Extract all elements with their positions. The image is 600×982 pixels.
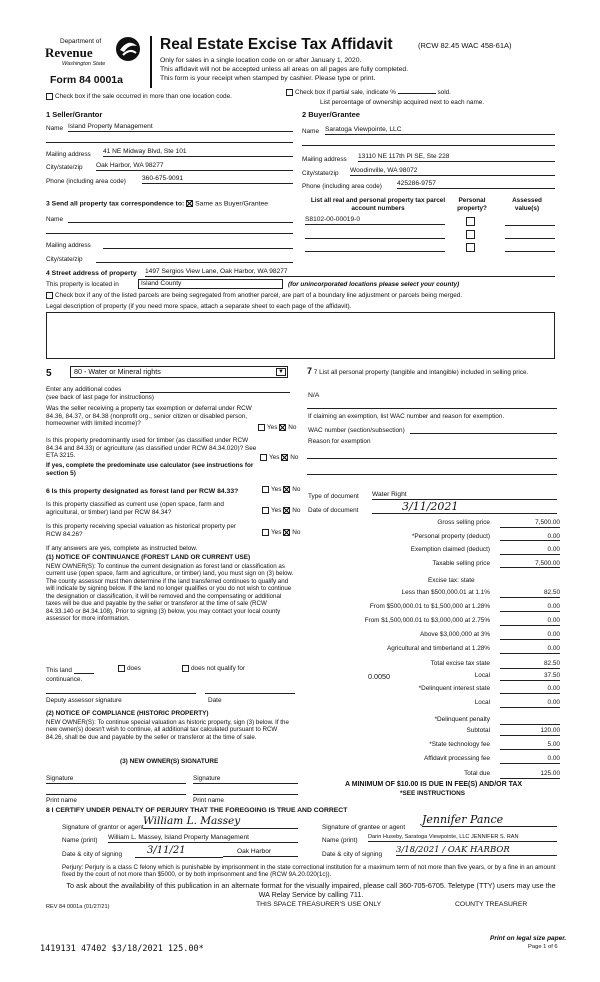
does-not-label: does not qualify for [191, 665, 245, 673]
segregated-row[interactable] [46, 292, 462, 300]
local-tax-value[interactable]: 37.50 [500, 672, 560, 681]
buyer-phone-field[interactable]: 425286-9757 [397, 180, 555, 189]
total-due-label: Total due [464, 770, 490, 777]
parcel-line-3 [305, 251, 445, 252]
alt-format-notice: To ask about the availability of this publication in an alternate format for the visually impaired, please call 360-705-6705. Teletype (TTY) users may use the WA Relay Service by calling 711. [66, 881, 556, 899]
section3-blank-line [46, 233, 293, 234]
historic-no-label: No [292, 529, 301, 537]
this-land-label: This land [46, 667, 72, 674]
grantee-sig-label: Signature of grantee or agent [322, 824, 406, 831]
penalty-label: *Delinquent penalty [434, 716, 490, 723]
delinquent-local-value[interactable]: 0.00 [500, 699, 560, 708]
forest-no-checkbox[interactable] [283, 486, 290, 493]
multi-location-label: Check box if the sale occurred in more than one location code. [55, 93, 232, 101]
section7-number: 7 [307, 366, 313, 376]
subtotal-label: Subtotal [466, 727, 490, 734]
section3-heading-text: 3 Send all property tax correspondence to: [46, 200, 185, 208]
grantee-date-label: Date & city of signing [322, 851, 383, 858]
wa-logo-icon [114, 36, 142, 62]
section3-addr-label: Mailing address [46, 242, 91, 249]
forest-no-label: No [292, 486, 301, 494]
revenue-label: Revenue [45, 45, 93, 60]
grantor-signature[interactable]: William L. Massey [143, 815, 298, 829]
historic-yes-no[interactable] [262, 529, 300, 537]
total-due-value[interactable]: 125.00 [500, 770, 560, 779]
doc-date-label: Date of document [308, 507, 359, 514]
does-checkbox[interactable] [118, 665, 125, 672]
buyer-heading: 2 Buyer/Grantee [302, 110, 360, 119]
land-use-value: 80 - Water or Mineral rights [74, 367, 161, 376]
assessed-line-3 [505, 251, 555, 252]
multi-location-checkbox-row[interactable] [46, 93, 232, 101]
seller-heading: 1 Seller/Grantor [46, 110, 103, 119]
continuance-label: continuance. [46, 676, 83, 683]
grantee-signature[interactable]: Jennifer Pance [422, 813, 557, 827]
timber-question: Is this property predominantly used for timber (as classified under RCW 84.34 and 84.33) or agriculture (as classified under RCW 84.34.020)? See ETA 3215. [46, 437, 257, 460]
seller-city-label: City/state/zip [46, 164, 83, 171]
delinquent-local-row [305, 699, 560, 709]
buyer-name-label: Name [302, 128, 320, 135]
section3-city-label: City/state/zip [46, 256, 83, 263]
grantor-date[interactable]: 3/11/21 [135, 845, 223, 858]
wac-label: WAC number (section/subsection) [308, 427, 405, 434]
sold-label: sold. [437, 89, 451, 97]
header-note-3: This form is your receipt when stamped by cashier. Please type or print. [160, 75, 376, 82]
seller-blank-line [46, 142, 293, 143]
tax-bracket-row [305, 617, 560, 627]
delinquent-state-label: *Delinquent interest state [418, 685, 490, 692]
partial-sale-label: Check box if partial sale, indicate % [295, 89, 396, 97]
tax-bracket-row [305, 631, 560, 641]
legal-paper-note: Print on legal size paper. [490, 935, 567, 942]
tax-bracket-value[interactable]: 0.00 [500, 603, 560, 612]
page-number: Page 1 of 6 [528, 944, 558, 950]
forest-yes-no[interactable] [262, 486, 300, 494]
tax-summary-row [305, 560, 560, 570]
section3-addr-line [103, 248, 293, 249]
buyer-addr-field[interactable]: 13110 NE 117th Pl SE, Ste 228 [358, 153, 555, 162]
partial-sale-checkbox[interactable] [286, 89, 293, 96]
grantee-name[interactable]: Darin Huseby, Saratoga Viewpointe, LLC JENNIFER S. RAN [368, 834, 557, 842]
buyer-blank-line [302, 145, 555, 146]
local-rate: 0.0050 [368, 672, 390, 681]
deputy-sig-label: Deputy assessor signature [46, 697, 122, 704]
header-note-1: Only for sales in a single location code on or after January 1, 2020. [160, 57, 362, 64]
located-in-label: This property is located in [46, 281, 119, 288]
timber-no-checkbox[interactable] [281, 454, 288, 461]
does-label: does [127, 665, 141, 673]
chevron-down-icon[interactable]: ▼ [276, 368, 286, 376]
personal-col-header: Personal property? [457, 197, 487, 212]
total-state-row [305, 660, 560, 670]
grantor-date-label: Date & city of signing [62, 851, 123, 858]
historic-yes-label: Yes [271, 529, 282, 537]
doc-type-field[interactable]: Water Right [372, 491, 557, 500]
reason-line-2 [307, 474, 557, 475]
exemption-yes-checkbox[interactable] [258, 424, 265, 431]
does-option[interactable] [118, 665, 141, 673]
current-use-yes-no[interactable] [262, 507, 300, 515]
seller-phone-field[interactable]: 360-675-9091 [142, 175, 293, 184]
total-state-value[interactable]: 82.50 [500, 660, 560, 669]
assessed-line-2 [505, 238, 555, 239]
historic-no-checkbox[interactable] [283, 529, 290, 536]
excise-state-label: Excise tax: state [428, 577, 475, 584]
timber-no-label: No [290, 454, 299, 462]
see-instructions: *SEE INSTRUCTIONS [400, 790, 465, 797]
tax-bracket-label: From $500,000.01 to $1,500,000 at 1.28% [369, 603, 490, 610]
section7-label [307, 366, 557, 377]
owner-sig-line-1 [46, 783, 186, 784]
processing-fee-label: Affidavit processing fee [424, 755, 490, 762]
buyer-name-field[interactable]: Saratoga Viewpointe, LLC [325, 126, 555, 135]
same-as-buyer-label: Same as Buyer/Grantee [195, 200, 269, 208]
tax-bracket-value[interactable]: 0.00 [500, 631, 560, 640]
tax-bracket-row [305, 603, 560, 613]
grantor-name[interactable]: William L. Massey, Island Property Management [108, 834, 298, 843]
county-treasurer-label: COUNTY TREASURER [455, 901, 528, 908]
personal-property-checkbox-1[interactable] [466, 217, 475, 226]
segregated-label: Check box if any of the listed parcels are being segregated from another parcel, are part of a boundary line adjustment or parcels being merged. [55, 292, 463, 300]
does-not-checkbox[interactable] [182, 665, 189, 672]
penalty-value[interactable] [500, 716, 560, 725]
tax-bracket-value[interactable]: 0.00 [500, 617, 560, 626]
tax-summary-label: Gross selling price [437, 519, 490, 526]
section7-text: 7 List all personal property (tangible and intangible) included in selling price. [313, 369, 529, 376]
tax-bracket-value[interactable]: 0.00 [500, 645, 560, 654]
delinquent-state-row [305, 685, 560, 695]
if-yes-note: If any answers are yes, complete as instructed below. [46, 545, 198, 552]
codes-note: (see back of last page for instructions) [46, 394, 154, 401]
exemption-yes-no[interactable] [258, 424, 296, 432]
owner-print-label-2: Print name [193, 797, 224, 804]
minimum-fee-note: A MINIMUM OF $10.00 IS DUE IN FEE(S) AND/OR TAX [345, 781, 523, 788]
additional-codes-line [140, 392, 290, 393]
tax-bracket-row [305, 645, 560, 655]
section3-name-line [68, 222, 293, 223]
forest-question: 6 Is this property designated as forest land per RCW 84.33? [46, 488, 239, 495]
assessed-col-header: Assessed value(s) [512, 197, 542, 212]
form-number: Form 84 0001a [50, 74, 123, 86]
revenue-logo [42, 38, 142, 72]
owner-name-line-2 [193, 794, 298, 795]
timber-yes-checkbox[interactable] [260, 454, 267, 461]
delinquent-state-value[interactable]: 0.00 [500, 685, 560, 694]
segregated-checkbox[interactable] [46, 292, 53, 299]
tax-bracket-value[interactable]: 82.50 [500, 589, 560, 598]
historic-yes-checkbox[interactable] [262, 529, 269, 536]
tax-summary-value[interactable]: 7,500.00 [500, 560, 560, 569]
forest-yes-checkbox[interactable] [262, 486, 269, 493]
legal-desc-label: Legal description of property (if you need more space, attach a separate sheet to each page of the affidavit). [46, 303, 352, 310]
additional-codes-label: Enter any additional codes [46, 386, 122, 393]
parcel-number-field[interactable]: S8102-00-00019-0 [305, 216, 445, 225]
tax-summary-row [305, 533, 560, 543]
parcel-line-2 [305, 238, 445, 239]
exemption-yes-label: Yes [267, 424, 278, 432]
local-tax-label: Local [474, 672, 490, 679]
local-tax-row [305, 672, 560, 682]
grantor-sig-label: Signature of grantor or agent [62, 824, 144, 831]
deputy-sig-line [46, 693, 196, 694]
exemption-no-checkbox[interactable] [279, 424, 286, 431]
buyer-city-label: City/state/zip [302, 170, 339, 177]
section3-city-line [96, 262, 293, 263]
section4-address-label: 4 Street address of property [46, 270, 137, 277]
land-use-select[interactable] [70, 366, 288, 378]
property-address-field[interactable]: 1497 Sergios View Lane, Oak Harbor, WA 98277 [145, 268, 555, 277]
tax-bracket-label: Above $3,000,000 at 3% [420, 631, 490, 638]
header-note-2: This affidavit will not be accepted unless all areas on all pages are fully completed. [160, 66, 409, 73]
multi-location-checkbox[interactable] [46, 93, 53, 100]
personal-property-value[interactable]: N/A [308, 392, 320, 399]
certify-heading: 8 I CERTIFY UNDER PENALTY OF PERJURY THAT THE FOREGOING IS TRUE AND CORRECT [46, 807, 348, 814]
personal-property-checkbox-3[interactable] [466, 243, 475, 252]
tax-bracket-row [305, 589, 560, 599]
subtotal-value[interactable]: 120.00 [500, 727, 560, 736]
header-divider [150, 36, 152, 88]
tax-summary-value[interactable]: 7,500.00 [500, 519, 560, 528]
seller-name-field[interactable]: Island Property Management [68, 123, 293, 132]
tax-summary-value[interactable]: 0.00 [500, 546, 560, 555]
tax-summary-row [305, 546, 560, 556]
timber-yes-no[interactable] [260, 454, 298, 462]
tax-summary-value[interactable]: 0.00 [500, 533, 560, 542]
state-label: Washington State [62, 61, 106, 67]
rcw-ref: (RCW 82.45 WAC 458-61A) [418, 41, 512, 50]
processing-fee-value[interactable]: 0.00 [500, 755, 560, 764]
tax-bracket-label: Agricultural and timberland at 1.28% [386, 645, 490, 652]
partial-note: List percentage of ownership acquired next to each name. [320, 99, 485, 106]
notice1-text: NEW OWNER(S): To continue the current designation as forest land or classification as current use (open space, farm and agriculture, or timber) land, you must sign on (3) below. The county assessor must then determine if the land transferred continues to qualify and will indicate by signing below. If the land no longer qualifies or you do not wish to continue the designation or classification, it will be removed and the compensating or additional taxes will be due and payable by the seller or transferor at the time of sale (RCW 84.33.140 or 84.34.108). Prior to signing (3) below, you may contact your local county assessor for more information. [46, 563, 294, 623]
treasurer-use-label: THIS SPACE TREASURER'S USE ONLY [256, 901, 382, 908]
timber-note: If yes, complete the predominate use calculator (see instructions for section 5) [46, 462, 254, 477]
revision-label: REV 84 0001a (01/27/21) [46, 904, 110, 910]
notice2-title: (2) NOTICE OF COMPLIANCE (HISTORIC PROPERTY) [46, 710, 209, 717]
tech-fee-row [305, 741, 560, 751]
exemption-no-label: No [288, 424, 297, 432]
doc-date-field[interactable]: 3/11/2021 [372, 500, 557, 514]
section3-heading [46, 200, 268, 208]
unincorp-note: (for unincorporated locations please select your county) [288, 281, 460, 288]
tech-fee-label: *State technology fee [429, 741, 490, 748]
assessed-line-1 [505, 225, 555, 226]
seller-name-label: Name [46, 125, 64, 132]
historic-question: Is this property receiving special valuation as historical property per RCW 84.26? [46, 523, 237, 538]
buyer-city-field[interactable]: Woodinville, WA 98072 [350, 167, 555, 176]
owner-sig-label-1: Signature [46, 775, 74, 782]
tax-summary-label: Taxable selling price [432, 559, 490, 567]
current-use-question: Is this property classified as current use (open space, farm and agricultural, or timber) land per RCW 84.34? [46, 501, 224, 516]
dept-label: Department of [60, 38, 102, 45]
tax-summary-row [305, 519, 560, 529]
tax-bracket-label: From $1,500,000.01 to $3,000,000 at 2.75% [364, 617, 490, 624]
tax-summary-label: Exemption claimed (deduct) [410, 546, 490, 553]
section5-number: 5 [46, 368, 52, 379]
processing-fee-row [305, 755, 560, 765]
owner-print-label-1: Print name [46, 797, 77, 804]
current-use-no-label: No [292, 507, 301, 515]
section3-name-label: Name [46, 216, 64, 223]
owner-name-line-1 [46, 794, 186, 795]
grantor-name-label: Name (print) [62, 837, 98, 844]
parcel-col-header: List all real and personal property tax parcel account numbers [310, 197, 446, 212]
wac-line [410, 433, 557, 434]
seller-phone-label: Phone (including area code) [46, 178, 126, 185]
buyer-phone-label: Phone (including area code) [302, 183, 382, 190]
current-use-yes-label: Yes [271, 507, 282, 515]
owner-sig-label-2: Signature [193, 775, 221, 782]
grantee-name-label: Name (print) [322, 837, 358, 844]
new-owner-sig-title: (3) NEW OWNER(S) SIGNATURE [120, 758, 219, 765]
legal-desc-box[interactable] [46, 312, 555, 359]
grantor-city[interactable]: Oak Harbor [223, 848, 298, 857]
current-use-yes-checkbox[interactable] [262, 507, 269, 514]
seller-addr-field[interactable]: 41 NE Midway Blvd, Ste 101 [103, 148, 293, 157]
perjury-notice: Perjury: Perjury is a class C felony which is punishable by imprisonment in the state correctional institution for a maximum term of not more than five years, or by a fine in an amount fixed by the court of not more than $5000, or by both imprisonment and fine (RCW 9A.20.020(1c)). [62, 864, 556, 879]
county-select[interactable]: Island County [138, 279, 283, 289]
reason-label: Reason for exemption [308, 438, 371, 445]
timber-yes-label: Yes [269, 454, 280, 462]
cashier-stamp: 1419131 47402 $3/18/2021 125.00* [40, 944, 204, 954]
delinquent-local-label: Local [474, 699, 490, 706]
seller-addr-label: Mailing address [46, 151, 91, 158]
seller-city-field[interactable]: Oak Harbor, WA 98277 [96, 162, 293, 171]
notice2-text: NEW OWNER(S): To continue special valuation as historic property, sign (3) below. If the new owner(s) doesn't wish to continue, all additional tax calculated pursuant to RCW 84.26, shall be due and payable by the seller or transferor at the time of sale. [46, 719, 289, 741]
this-land-line [74, 673, 94, 674]
same-as-buyer-checkbox[interactable] [186, 200, 193, 207]
personal-property-checkbox-2[interactable] [466, 230, 475, 239]
form-title: Real Estate Excise Tax Affidavit [160, 36, 393, 53]
subtotal-row [305, 727, 560, 737]
doc-type-label: Type of document [308, 493, 359, 500]
total-state-label: Total excise tax state [430, 660, 490, 667]
tax-summary-label: *Personal property (deduct) [411, 532, 490, 540]
tech-fee-value[interactable]: 5.00 [500, 741, 560, 750]
current-use-no-checkbox[interactable] [283, 507, 290, 514]
partial-sale-row[interactable] [286, 89, 451, 97]
deputy-date-label: Date [208, 697, 222, 704]
personal-property-line [307, 408, 557, 409]
penalty-row [305, 716, 560, 726]
does-not-option[interactable] [182, 665, 245, 673]
notice1-title: (1) NOTICE OF CONTINUANCE (FOREST LAND OR CURRENT USE) [46, 554, 251, 561]
exemption-question: Was the seller receiving a property tax exemption or deferral under RCW 84.36, 84.37, or 84.38 (nonprofit org., senior citizen or disabled person, homeowner with limited income)? [46, 405, 252, 428]
buyer-addr-label: Mailing address [302, 156, 347, 163]
reason-line-1 [307, 458, 557, 459]
grantee-date[interactable]: 3/18/2021 / OAK HARBOR [396, 845, 557, 856]
exemption-claim-label: If claiming an exemption, list WAC number and reason for exemption. [308, 413, 505, 420]
forest-yes-label: Yes [271, 486, 282, 494]
deputy-date-line [205, 693, 295, 694]
tax-bracket-label: Less than $500,000.01 at 1.1% [401, 589, 490, 596]
total-due-row [305, 770, 560, 780]
owner-sig-line-2 [193, 783, 298, 784]
